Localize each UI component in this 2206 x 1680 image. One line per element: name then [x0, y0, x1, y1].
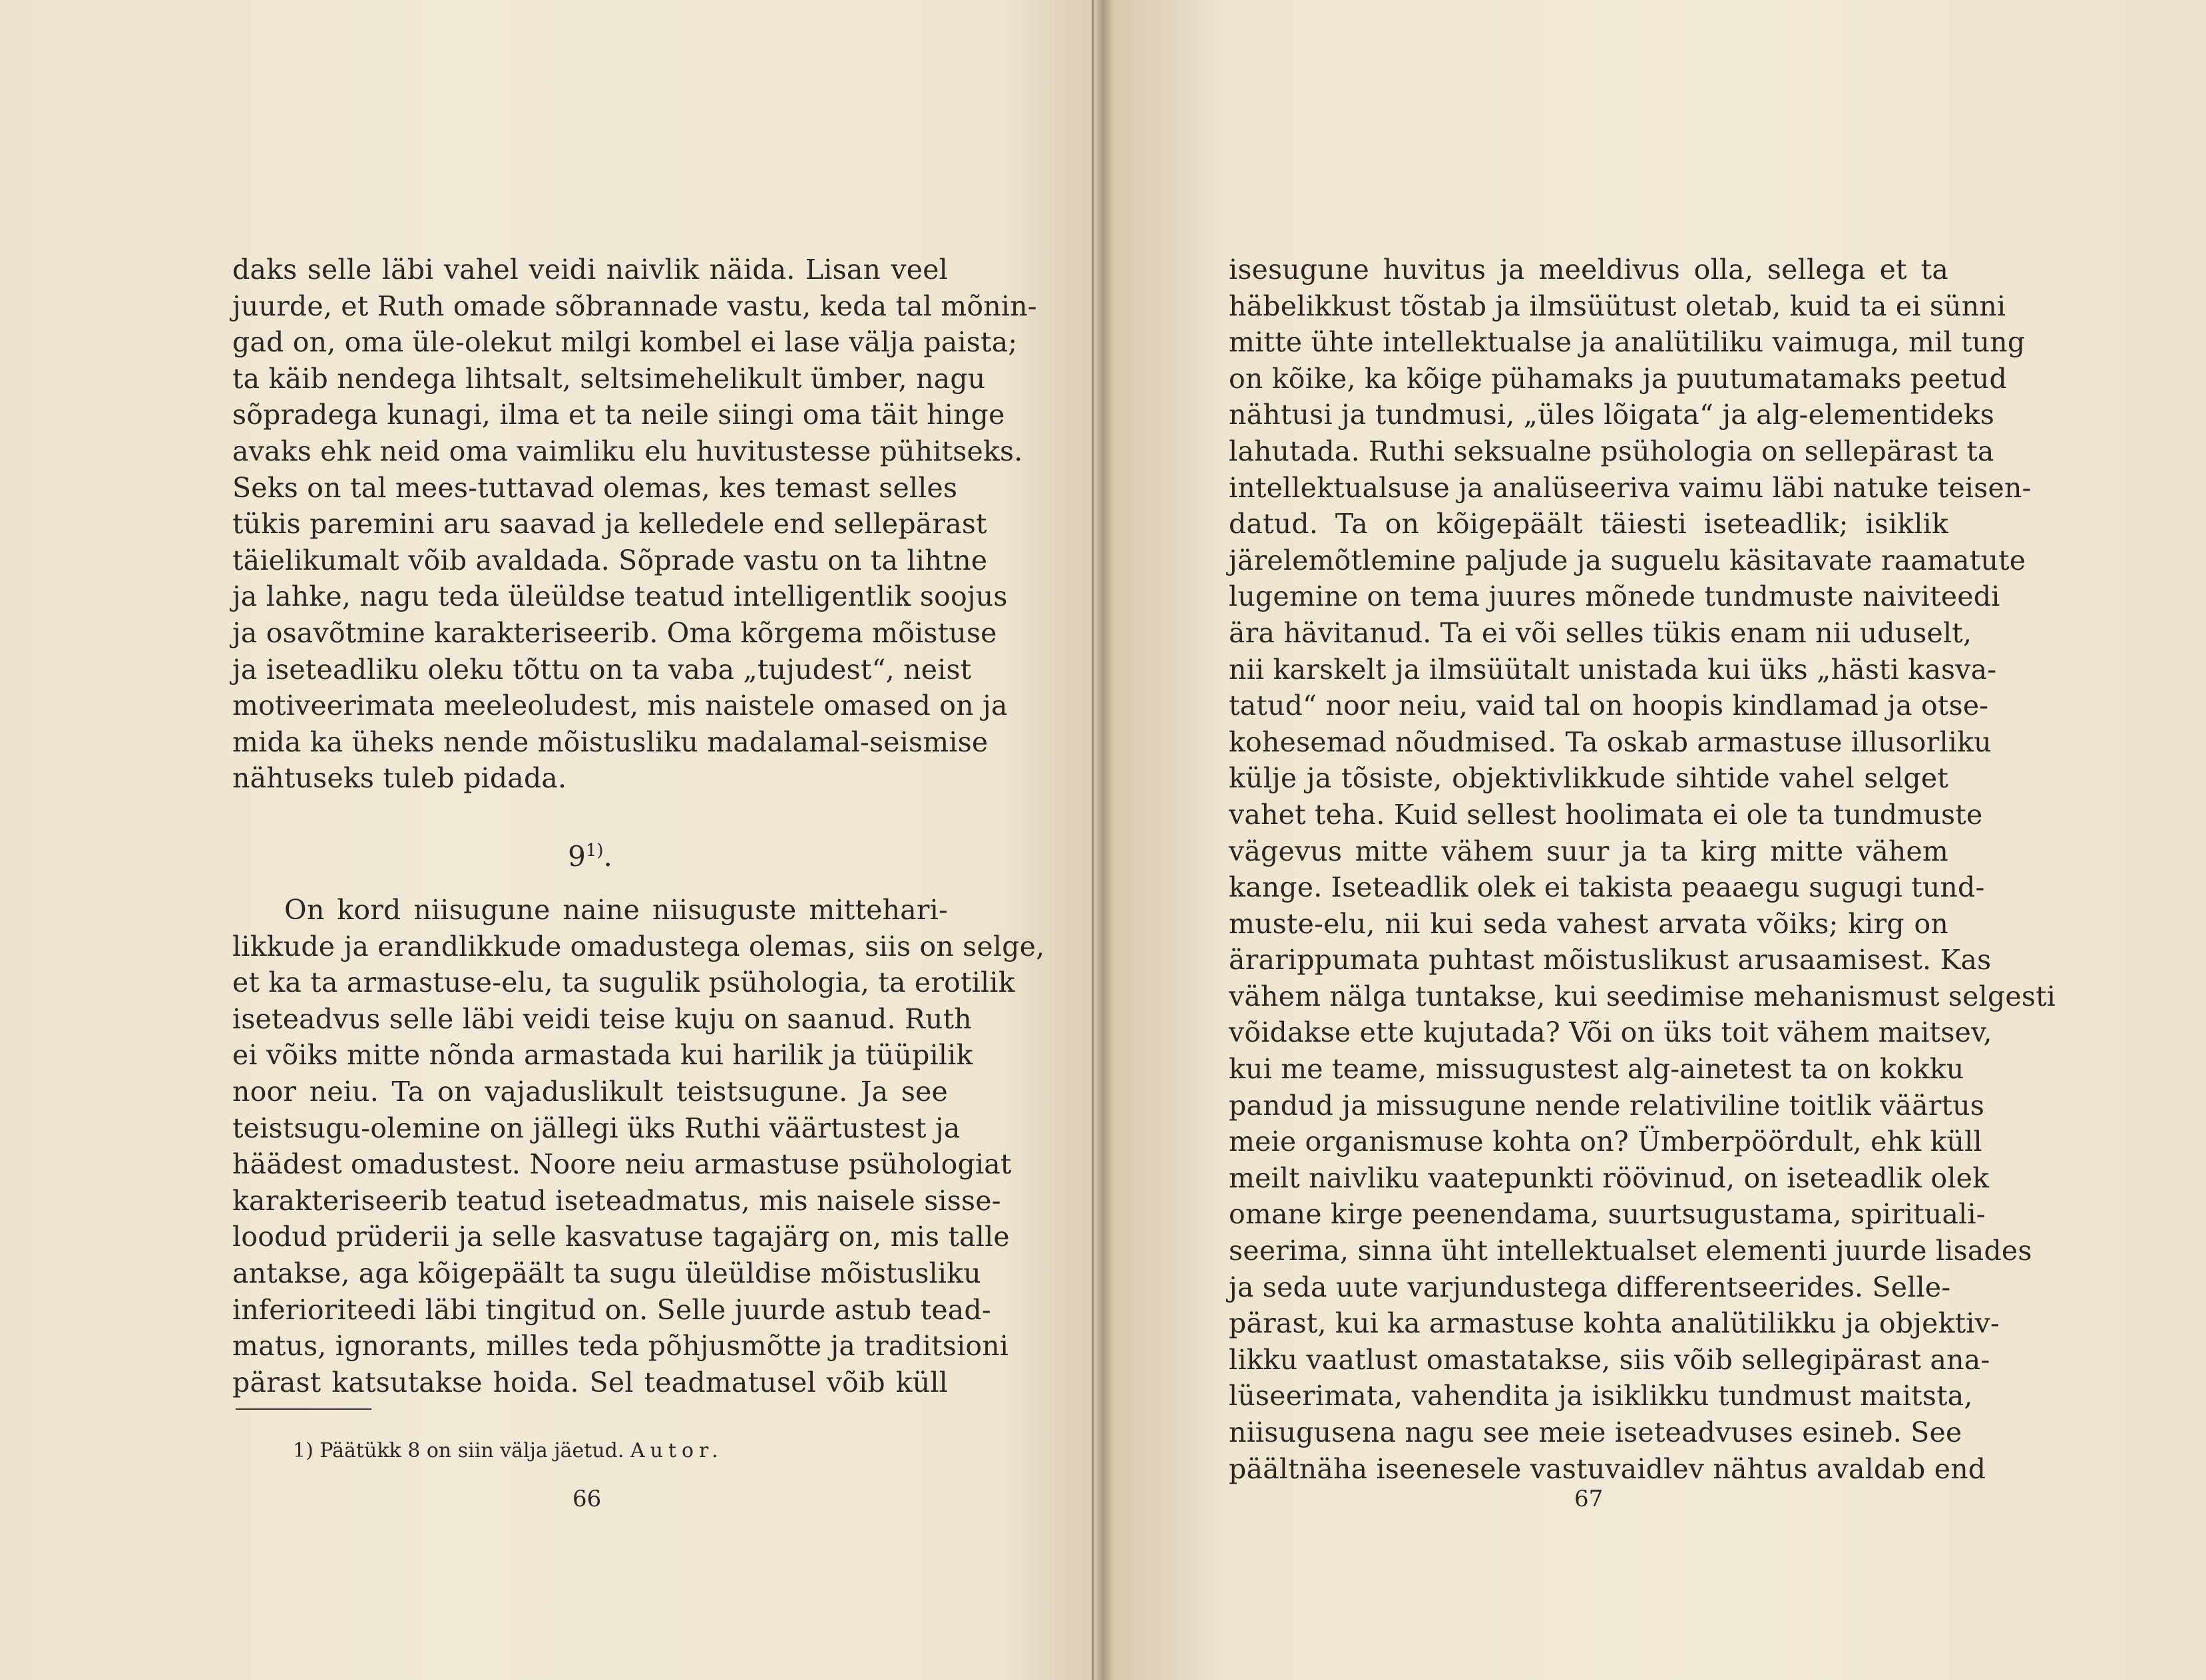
text-line: häädest omadustest. Noore neiu armastuse psühologiat	[232, 1148, 1012, 1181]
text-line: täielikumalt võib avaldada. Sõprade vastu on ta lihtne	[232, 544, 988, 576]
text-line: ja lahke, nagu teda üleüldse teatud intelligentlik soojus	[232, 580, 1008, 613]
text-line: isesugune huvitus ja meeldivus olla, sellega et ta	[1229, 254, 1948, 286]
text-line: mida ka üheks nende mõistusliku madalamal-seismise	[232, 726, 989, 758]
text-line: datud. Ta on kõigepäält täiesti iseteadlik; isiklik	[1229, 508, 1948, 540]
text-line: mitte ühte intellektualse ja analütiliku vaimuga, mil tung	[1229, 326, 2026, 359]
text-line: nähtusi ja tundmusi, „üles lõigata“ ja alg-elementideks	[1229, 399, 1995, 431]
text-line: meie organismuse kohta on? Ümberpöördult, ehk küll	[1229, 1126, 1982, 1158]
page-number-left: 66	[572, 1486, 602, 1512]
text-line: pärast katsutakse hoida. Sel teadmatusel võib küll	[232, 1366, 948, 1398]
section-number: 9	[568, 840, 586, 873]
text-line: gad on, oma üle-olekut milgi kombel ei lase välja paista;	[232, 326, 1018, 359]
text-line: järelemõtlemine paljude ja suguelu käsitavate raamatute	[1229, 544, 2026, 576]
text-line: ja iseteadliku oleku tõttu on ta vaba „tujudest“, neist	[232, 653, 972, 686]
text-line: ära hävitanud. Ta ei või selles tükis enam nii uduselt,	[1229, 616, 1972, 649]
text-line: Seks on tal mees-tuttavad olemas, kes temast selles	[232, 471, 958, 504]
page-number-right: 67	[1574, 1486, 1604, 1512]
section-footnote-mark: 1)	[585, 841, 604, 861]
text-line: daks selle läbi vahel veidi naivlik näida. Lisan veel	[232, 254, 948, 286]
text-line: kohesemad nõudmised. Ta oskab armastuse illusorliku	[1229, 726, 1992, 758]
text-line: noor neiu. Ta on vajaduslikult teistsugune. Ja see	[232, 1075, 948, 1108]
text-line: On kord niisugune naine niisuguste mittehari-	[284, 894, 948, 926]
left-paragraph-2	[232, 892, 1045, 1400]
text-line: juurde, et Ruth omade sõbrannade vastu, keda tal mõnin-	[232, 290, 1037, 322]
text-line: häbelikkust tõstab ja ilmsüütust oletab, kuid ta ei sünni	[1229, 290, 2006, 322]
text-line: meilt naivliku vaatepunkti röövinud, on iseteadlik olek	[1229, 1161, 1990, 1194]
footnote-text: 1) Päätükk 8 on siin välja jäetud.	[293, 1439, 624, 1462]
text-line: matus, ignorants, milles teda põhjusmõtte ja traditsioni	[232, 1330, 1009, 1363]
text-line: võidakse ette kujutada? Või on üks toit vähem maitsev,	[1229, 1016, 1992, 1049]
text-line: vahet teha. Kuid sellest hoolimata ei ole ta tundmuste	[1229, 798, 1983, 831]
text-line: lüseerimata, vahendita ja isiklikku tundmust maitsta,	[1229, 1380, 1973, 1412]
text-line: teistsugu-olemine on jällegi üks Ruthi väärtustest ja	[232, 1112, 961, 1144]
text-line: intellektualsuse ja analüseeriva vaimu läbi natuke teisen-	[1229, 471, 2032, 504]
text-line: külje ja tõsiste, objektivlikkude sihtide vahel selget	[1229, 762, 1948, 795]
text-line: likku vaatlust omastatakse, siis võib sellegipärast ana-	[1229, 1343, 1990, 1376]
text-line: seerima, sinna üht intellektualset elementi juurde lisades	[1229, 1235, 2032, 1267]
text-line: antakse, aga kõigepäält ta sugu üleüldise mõistusliku	[232, 1257, 981, 1289]
text-line: pärast, kui ka armastuse kohta analütilikku ja objektiv-	[1229, 1307, 2000, 1340]
text-line: pandud ja missugune nende relativiline toitlik väärtus	[1229, 1089, 1985, 1122]
text-line: kange. Iseteadlik olek ei takista peaaegu sugugi tund-	[1229, 871, 1985, 904]
text-line: on kõike, ka kõige pühamaks ja puutumatamaks peetud	[1229, 362, 2007, 395]
footnote	[293, 1439, 724, 1462]
text-line: iseteadvus selle läbi veidi teise kuju on saanud. Ruth	[232, 1002, 972, 1035]
text-line: karakteriseerib teatud iseteadmatus, mis naisele sisse-	[232, 1184, 1001, 1217]
text-line: ei võiks mitte nõnda armastada kui harilik ja tüüpilik	[232, 1039, 973, 1072]
text-line: motiveerimata meeleoludest, mis naistele omased on ja	[232, 690, 1008, 722]
text-line: päältnäha iseenesele vastuvaidlev nähtus avaldab end	[1229, 1452, 1986, 1485]
text-line: ta käib nendega lihtsalt, seltsimehelikult ümber, nagu	[232, 362, 986, 395]
text-line: kui me teame, missugustest alg-ainetest ta on kokku	[1229, 1053, 1964, 1086]
text-line: lahutada. Ruthi seksualne psühologia on sellepärast ta	[1229, 435, 1994, 467]
text-line: likkude ja erandlikkude omadustega olemas, siis on selge,	[232, 930, 1045, 962]
section-heading	[232, 840, 948, 873]
text-line: tatud“ noor neiu, vaid tal on hoopis kindlamad ja otse-	[1229, 690, 1989, 722]
text-line: tükis paremini aru saavad ja kelledele end sellepärast	[232, 508, 987, 540]
text-line: loodud prüderii ja selle kasvatuse tagajärg on, mis talle	[232, 1221, 1010, 1253]
right-paragraph	[1229, 252, 2056, 1487]
text-line: nii karskelt ja ilmsüütalt unistada kui üks „hästi kasva-	[1229, 653, 1997, 686]
text-line: vägevus mitte vähem suur ja ta kirg mitte vähem	[1229, 835, 1948, 867]
right-page	[1102, 0, 2206, 1680]
text-line: ja osavõtmine karakteriseerib. Oma kõrgema mõistuse	[232, 616, 997, 649]
section-suffix: .	[603, 840, 612, 873]
footnote-rule	[236, 1408, 371, 1410]
text-line: avaks ehk neid oma vaimliku elu huvitustesse pühitseks.	[232, 435, 1023, 467]
footnote-author: Autor.	[630, 1439, 724, 1462]
text-line: et ka ta armastuse-elu, ta sugulik psühologia, ta erotilik	[232, 966, 1015, 999]
text-line: sõpradega kunagi, ilma et ta neile siingi oma täit hinge	[232, 399, 1005, 431]
text-line: ja seda uute varjundustega differentseerides. Selle-	[1229, 1271, 1951, 1303]
left-paragraph-1	[232, 252, 1037, 797]
text-line: muste-elu, nii kui seda vahest arvata võiks; kirg on	[1229, 907, 1948, 940]
left-page	[0, 0, 1098, 1680]
text-line: ärarippumata puhtast mõistuslikust arusaamisest. Kas	[1229, 944, 1992, 976]
text-line: vähem nälga tuntakse, kui seedimise mehanismust selgesti	[1229, 980, 2056, 1012]
text-line: inferioriteedi läbi tingitud on. Selle juurde astub tead-	[232, 1293, 991, 1326]
text-line: lugemine on tema juures mõnede tundmuste naiviteedi	[1229, 580, 2000, 613]
text-line: omane kirge peenendama, suurtsugustama, spirituali-	[1229, 1198, 1986, 1231]
text-line: niisugusena nagu see meie iseteadvuses esineb. See	[1229, 1416, 1962, 1448]
text-line: nähtuseks tuleb pidada.	[232, 762, 567, 795]
